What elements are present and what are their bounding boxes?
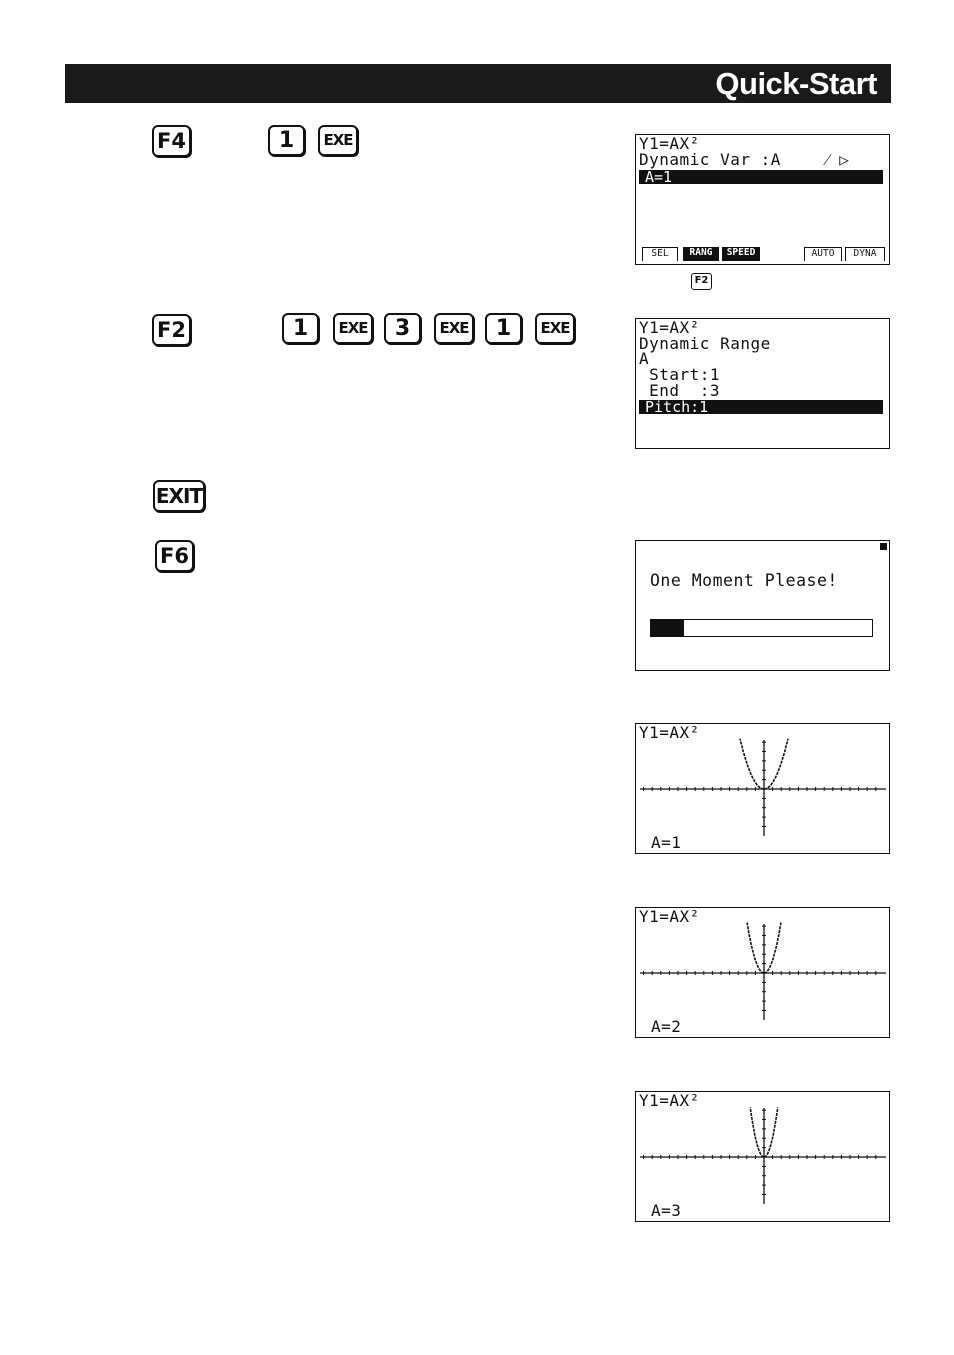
graph-screen-a2 xyxy=(635,907,890,1038)
formula-line: Y1=AX² xyxy=(639,134,700,153)
three-key: 3 xyxy=(384,313,421,344)
menu-auto: AUTO xyxy=(804,247,842,261)
one-key: 1 xyxy=(485,313,522,344)
formula-line: Y1=AX² xyxy=(639,723,700,742)
dynamic-range-line: Dynamic Range xyxy=(639,334,771,353)
dynamic-var-line: Dynamic Var :A xyxy=(639,150,781,169)
f6-key: F6 xyxy=(155,540,194,572)
f2-key: F2 xyxy=(152,314,191,346)
graph-value-label: A=2 xyxy=(651,1017,682,1036)
variable-line: A xyxy=(639,349,650,368)
graph-value-label: A=3 xyxy=(651,1201,682,1220)
graph-screen-a1 xyxy=(635,723,890,854)
f2-caption-key: F2 xyxy=(691,273,712,290)
graph-value-label: A=1 xyxy=(651,833,682,852)
menu-speed: SPEED xyxy=(722,247,760,261)
busy-indicator xyxy=(880,543,887,550)
progress-bar-fill xyxy=(651,620,684,636)
formula-line: Y1=AX² xyxy=(639,1091,700,1110)
progress-message: One Moment Please! xyxy=(650,571,838,590)
screen-progress xyxy=(635,540,890,671)
screen-dynamic-var xyxy=(635,134,890,265)
graph-screen-a3 xyxy=(635,1091,890,1222)
menu-rang: RANG xyxy=(683,247,719,261)
pitch-line: Pitch:1 xyxy=(639,400,883,414)
header-banner xyxy=(65,64,891,103)
nav-arrows: ⁄ ▷ xyxy=(826,150,850,169)
exe-key: EXE xyxy=(535,313,575,344)
menu-dyna: DYNA xyxy=(845,247,885,261)
formula-line: Y1=AX² xyxy=(639,907,700,926)
exe-key: EXE xyxy=(318,125,358,156)
one-key: 1 xyxy=(268,125,305,156)
page-title: Quick-Start xyxy=(715,66,877,101)
one-key: 1 xyxy=(282,313,319,344)
progress-bar xyxy=(650,619,873,637)
f4-key: F4 xyxy=(152,125,191,157)
exe-key: EXE xyxy=(333,313,373,344)
selected-variable: A=1 xyxy=(639,170,883,184)
menu-sel: SEL xyxy=(642,247,678,261)
exit-key: EXIT xyxy=(153,480,205,512)
exe-key: EXE xyxy=(434,313,474,344)
end-line: End :3 xyxy=(639,381,721,400)
start-line: Start:1 xyxy=(639,365,721,384)
formula-line: Y1=AX² xyxy=(639,318,700,337)
screen-dynamic-range xyxy=(635,318,890,449)
